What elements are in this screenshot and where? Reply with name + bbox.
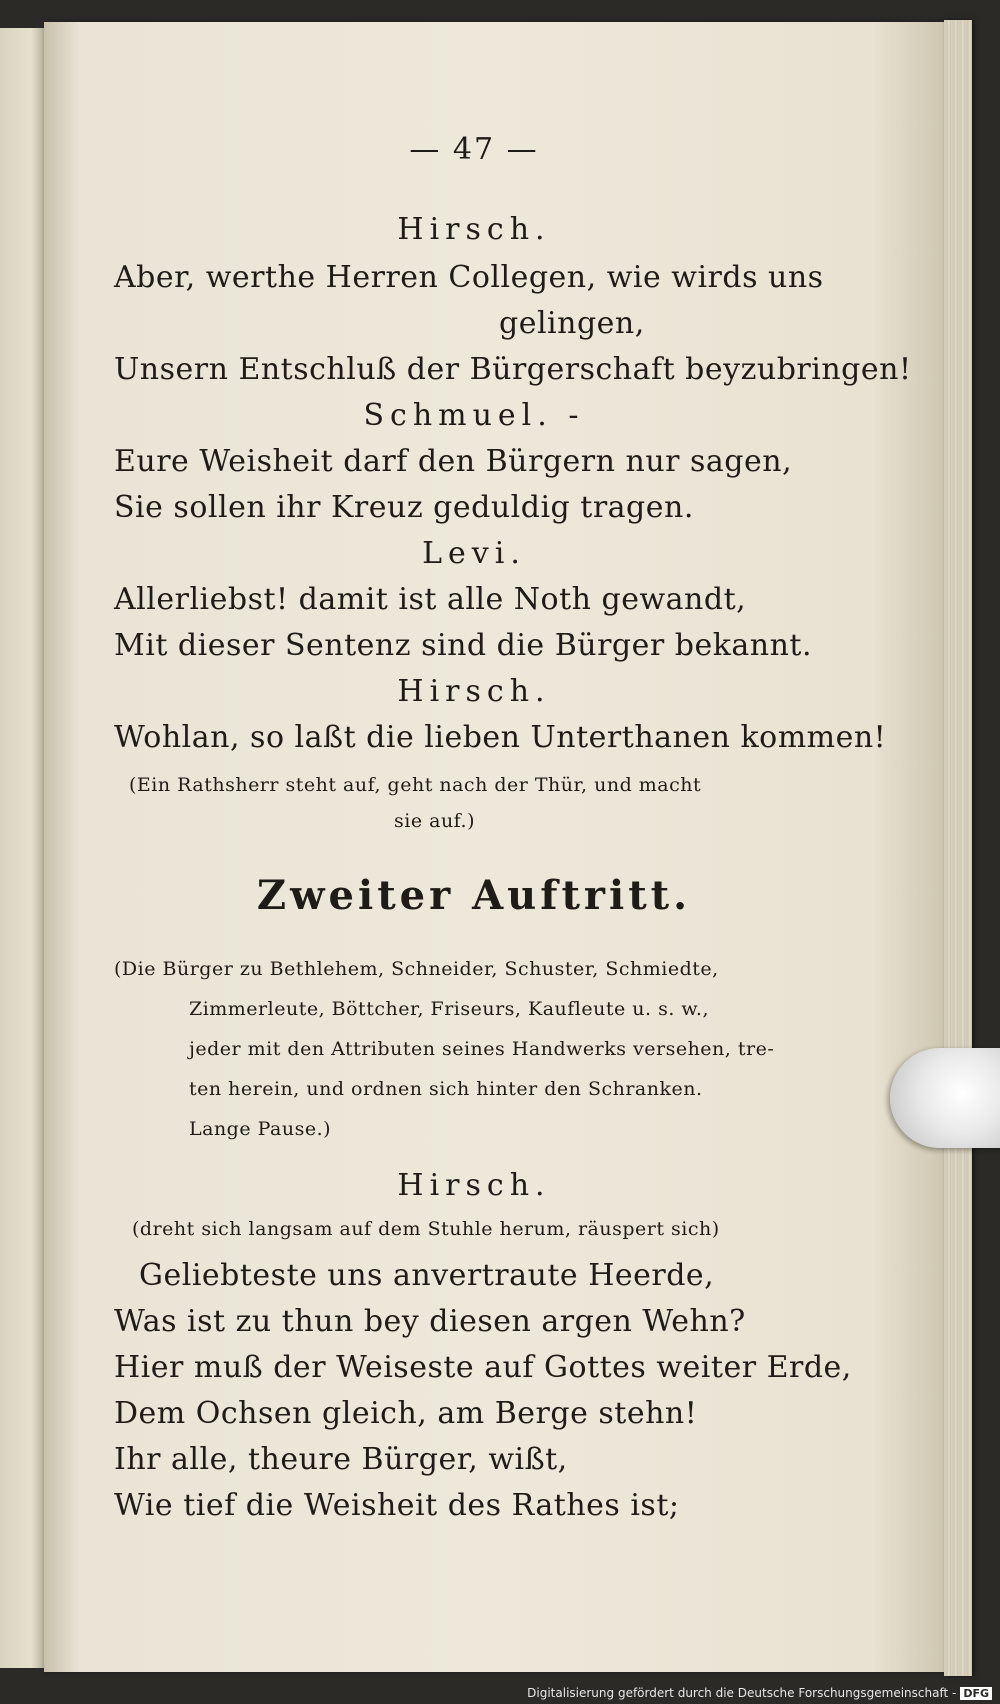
verse-line: Allerliebst! damit ist alle Noth gewandt, bbox=[114, 582, 747, 617]
page-stack-edge bbox=[944, 20, 972, 1676]
dfg-logo: DFG bbox=[960, 1687, 992, 1700]
digitization-credit bbox=[527, 1686, 992, 1700]
stage-direction: jeder mit den Attributen seines Handwerks versehen, tre- bbox=[189, 1038, 775, 1060]
verse-line: Sie sollen ihr Kreuz geduldig tragen. bbox=[114, 490, 694, 525]
verse-line: Mit dieser Sentenz sind die Bürger bekannt. bbox=[114, 628, 813, 663]
verse-line: Unsern Entschluß der Bürgerschaft beyzubringen! bbox=[114, 352, 912, 387]
verse-line: Eure Weisheit darf den Bürgern nur sagen, bbox=[114, 444, 793, 479]
verse-line: Wie tief die Weisheit des Rathes ist; bbox=[114, 1488, 680, 1523]
stage-direction: (Die Bürger zu Bethlehem, Schneider, Schuster, Schmiedte, bbox=[114, 958, 719, 980]
stage-direction: (dreht sich langsam auf dem Stuhle herum, räuspert sich) bbox=[132, 1218, 720, 1240]
paper-clip-holder bbox=[890, 1048, 1000, 1148]
stage-direction: Lange Pause.) bbox=[189, 1118, 332, 1140]
speaker-name: Hirsch. bbox=[397, 212, 551, 247]
page-content bbox=[44, 22, 944, 1672]
page-number: — 47 — bbox=[409, 132, 539, 167]
verse-line: Dem Ochsen gleich, am Berge stehn! bbox=[114, 1396, 698, 1431]
stage-direction: ten herein, und ordnen sich hinter den Schranken. bbox=[189, 1078, 703, 1100]
scene-title: Zweiter Auftritt. bbox=[256, 872, 692, 919]
verse-line: Was ist zu thun bey diesen argen Wehn? bbox=[114, 1304, 746, 1339]
speaker-name: Levi. bbox=[422, 536, 526, 571]
verse-line: gelingen, bbox=[499, 306, 645, 341]
stage-direction: (Ein Rathsherr steht auf, geht nach der Thür, und macht bbox=[129, 774, 702, 796]
verse-line: Geliebteste uns anvertraute Heerde, bbox=[139, 1258, 715, 1293]
verse-line: Ihr alle, theure Bürger, wißt, bbox=[114, 1442, 568, 1477]
speaker-name: Schmuel. - bbox=[363, 398, 585, 433]
verse-line: Aber, werthe Herren Collegen, wie wirds uns bbox=[114, 260, 824, 295]
facing-page-edge bbox=[0, 28, 44, 1668]
verse-line: Hier muß der Weiseste auf Gottes weiter Erde, bbox=[114, 1350, 852, 1385]
speaker-name: Hirsch. bbox=[397, 1168, 551, 1203]
verse-line: Wohlan, so laßt die lieben Unterthanen kommen! bbox=[114, 720, 887, 755]
speaker-name: Hirsch. bbox=[397, 674, 551, 709]
stage-direction: Zimmerleute, Böttcher, Friseurs, Kaufleute u. s. w., bbox=[189, 998, 710, 1020]
stage-direction: sie auf.) bbox=[394, 810, 475, 832]
credit-text: Digitalisierung gefördert durch die Deutsche Forschungsgemeinschaft - bbox=[527, 1686, 957, 1700]
